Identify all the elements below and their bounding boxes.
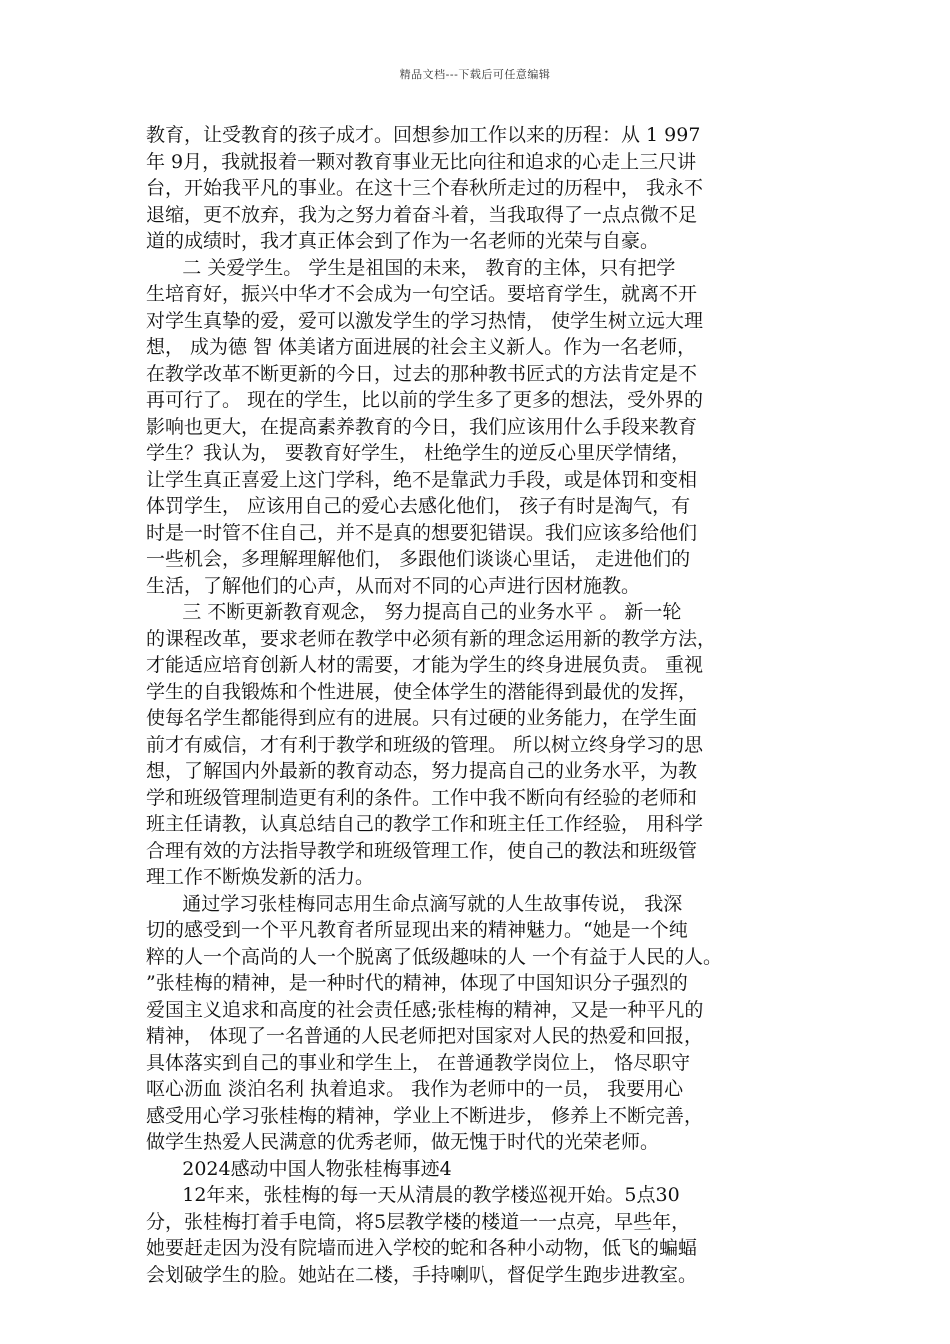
text-line: 教育，让受教育的孩子成才。回想参加工作以来的历程：从 1 997 [146, 124, 701, 146]
text-line: 使每名学生都能得到应有的进展。只有过硬的业务能力，在学生面 [146, 707, 698, 729]
text-line: 呕心沥血 淡泊名利 执着追求。 我作为老师中的一员， 我要用心 [146, 1078, 684, 1100]
text-line: 会划破学生的脸。她站在二楼，手持喇叭，督促学生跑步进教室。 [146, 1263, 698, 1286]
text-line: 生培育好，振兴中华才不会成为一句空话。要培育学生，就离不开 [146, 283, 698, 305]
text-line: 在教学改革不断更新的今日，过去的那种教书匠式的方法肯定是不 [146, 362, 698, 385]
text-line: 学生的自我锻炼和个性进展，使全体学生的潜能得到最优的发挥， [146, 680, 698, 703]
text-line: 班主任请教，认真总结自己的教学工作和班主任工作经验， 用科学 [146, 813, 704, 835]
text-line: 具体落实到自己的事业和学生上， 在普通教学岗位上， 恪尽职守 [146, 1051, 691, 1074]
text-line: 她要赶走因为没有院墙而进入学校的蛇和各种小动物，低飞的蝙蝠 [146, 1237, 698, 1259]
text-line: 通过学习张桂梅同志用生命点滴写就的人生故事传说， 我深 [146, 892, 683, 915]
text-line: 精神， 体现了一名普通的人民老师把对国家对人民的热爱和回报， [146, 1025, 704, 1047]
text-line: 切的感受到一个平凡教育者所显现出来的精神魅力。“她是一个纯 [146, 919, 688, 941]
text-line: 前才有威信，才有利于教学和班级的管理。 所以树立终身学习的思 [146, 733, 704, 756]
text-line: 道的成绩时，我才真正体会到了作为一名老师的光荣与自豪。 [146, 230, 660, 252]
text-line: 对学生真挚的爱，爱可以激发学生的学习热情， 使学生树立远大理 [146, 309, 704, 332]
text-line: 12年来，张桂梅的每一天从清晨的教学楼巡视开始。5点30 [146, 1184, 680, 1206]
text-line: 理工作不断焕发新的活力。 [146, 866, 375, 888]
text-line: 粹的人一个高尚的人一个脱离了低级趣味的人 一个有益于人民的人。 [146, 945, 723, 968]
text-line: 爱国主义追求和高度的社会责任感;张桂梅的精神，又是一种平凡的 [146, 998, 704, 1021]
text-line: 的课程改革，要求老师在教学中必须有新的理念运用新的教学方法， [146, 627, 717, 650]
text-line: ”张桂梅的精神，是一种时代的精神，体现了中国知识分子强烈的 [146, 972, 688, 994]
text-line: 三 不断更新教育观念， 努力提高自己的业务水平 。 新一轮 [146, 601, 682, 623]
text-line: 生活，了解他们的心声，从而对不同的心声进行因材施教。 [146, 574, 641, 597]
text-line: 想，了解国内外最新的教育动态，努力提高自己的业务水平，为教 [146, 760, 698, 782]
text-line: 台，开始我平凡的事业。在这十三个春秋所走过的历程中， 我永不 [146, 177, 704, 199]
page-header: 精品文档---下载后可任意编辑 [399, 68, 551, 81]
text-line: 影响也更大，在提高素养教育的今日，我们应该用什么手段来教育 [146, 415, 698, 438]
document-body [146, 122, 826, 1288]
text-line: 学和班级管理制造更有利的条件。工作中我不断向有经验的老师和 [146, 786, 698, 809]
text-line: 才能适应培育创新人材的需要，才能为学生的终身进展负责。 重视 [146, 654, 704, 676]
text-line: 年 9月，我就报着一颗对教育事业无比向往和追求的心走上三尺讲 [146, 150, 697, 173]
text-line: 再可行了。 现在的学生，比以前的学生多了更多的想法，受外界的 [146, 389, 704, 411]
text-line: 二 关爱学生。 学生是祖国的未来， 教育的主体，只有把学 [146, 256, 676, 279]
text-line: 退缩，更不放弃，我为之努力着奋斗着，当我取得了一点点微不足 [146, 203, 698, 226]
text-line: 学生？我认为， 要教育好学生， 杜绝学生的逆反心里厌学情绪， [146, 442, 691, 464]
text-line: 一些机会，多理解理解他们， 多跟他们谈谈心里话， 走进他们的 [146, 548, 691, 570]
text-line: 时是一时管不住自己，并不是真的想要犯错误。我们应该多给他们 [146, 521, 698, 544]
text-line: 做学生热爱人民满意的优秀老师，做无愧于时代的光荣老师。 [146, 1131, 660, 1153]
text-line: 体罚学生， 应该用自己的爱心去感化他们， 孩子有时是淘气，有 [146, 495, 691, 517]
text-line: 想， 成为德 智 体美诸方面进展的社会主义新人。作为一名老师， [146, 336, 697, 358]
text-line: 分，张桂梅打着手电筒，将5层教学楼的楼道一一点亮，早些年， [146, 1210, 691, 1233]
text-line: 感受用心学习张桂梅的精神，学业上不断进步， 修养上不断完善， [146, 1104, 704, 1127]
text-line: 合理有效的方法指导教学和班级管理工作，使自己的教法和班级管 [146, 839, 698, 862]
text-line: 2024感动中国人物张桂梅事迹4 [146, 1157, 452, 1180]
text-line: 让学生真正喜爱上这门学科，绝不是靠武力手段，或是体罚和变相 [146, 468, 698, 491]
